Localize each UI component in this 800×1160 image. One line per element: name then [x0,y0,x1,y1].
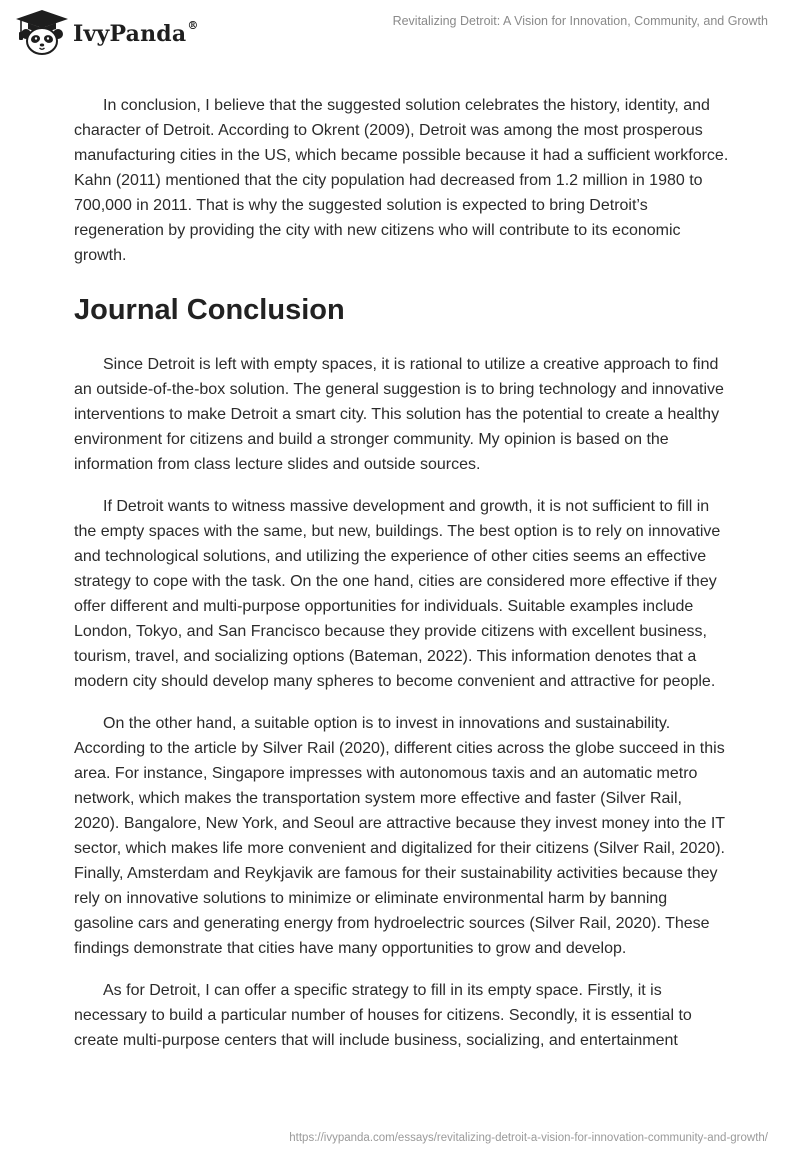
document-title: Revitalizing Detroit: A Vision for Innovation, Community, and Growth [392,14,768,28]
paragraph-1: Since Detroit is left with empty spaces, it is rational to utilize a creative approach to find an outside-of-the-box solution. The general suggestion is to bring technology and innovative interventions to make Detroit a smart city. This solution has the potential to create a healthy environment for citizens and build a stronger community. My opinion is based on the information from class lecture slides and outside sources. [74,356,724,473]
section-heading: Journal Conclusion [74,294,345,326]
paragraph-4: As for Detroit, I can offer a specific strategy to fill in its empty space. Firstly, it is necessary to build a particular number of houses for citizens. Secondly, it is essential to create multi-purpose centers that will include business, socializing, and entertainment [74,982,692,1049]
page-header [0,0,800,60]
brand-name [73,21,199,47]
paragraph-2: If Detroit wants to witness massive development and growth, it is not sufficient to fill in the empty spaces with the same, but new, buildings. The best option is to rely on innovative and technological solutions, and utilizing the experience of other cities seems an effective strategy to cope with the task. On the one hand, cities are considered more effective if they offer different and multi-purpose opportunities for individuals. Suitable examples include London, Tokyo, and San Francisco because they provide citizens with excellent business, tourism, travel, and socializing options (Bateman, 2022). This information denotes that a modern city should develop many spheres to become convenient and attractive for people. [74,498,721,690]
registered-mark: ® [187,19,199,32]
ivypanda-logo[interactable] [14,8,199,56]
paragraph-conclusion-intro: In conclusion, I believe that the suggested solution celebrates the history, identity, and character of Detroit. According to Okrent (2009), Detroit was among the most prosperous manufacturing cities in the US, which became possible because it had a sufficient workforce. Kahn (2011) mentioned that the city population had decreased from 1.2 million in 1980 to 700,000 in 2011. That is why the suggested solution is expected to bring Detroit’s regeneration by providing the city with new citizens who will contribute to its economic growth. [74,97,729,264]
source-url[interactable]: https://ivypanda.com/essays/revitalizing-detroit-a-vision-for-innovation-community-and-growth/ [289,1132,768,1144]
panda-graduate-icon [14,8,70,56]
brand-wordmark: IvyPanda [73,21,187,47]
paragraph-3: On the other hand, a suitable option is to invest in innovations and sustainability. According to the article by Silver Rail (2020), different cities across the globe succeed in this area. For instance, Singapore impresses with autonomous taxis and an automatic metro network, which makes the transportation system more effective and faster (Silver Rail, 2020). Bangalore, New York, and Seoul are attractive because they invest money into the IT sector, which makes life more convenient and digitalized for their citizens (Silver Rail, 2020). Finally, Amsterdam and Reykjavik are famous for their sustainability activities because they rely on innovative solutions to minimize or eliminate environmental harm by banning gasoline cars and generating energy from hydroelectric sources (Silver Rail, 2020). These findings demonstrate that cities have many opportunities to grow and develop. [74,715,725,957]
document-body [74,93,730,1070]
